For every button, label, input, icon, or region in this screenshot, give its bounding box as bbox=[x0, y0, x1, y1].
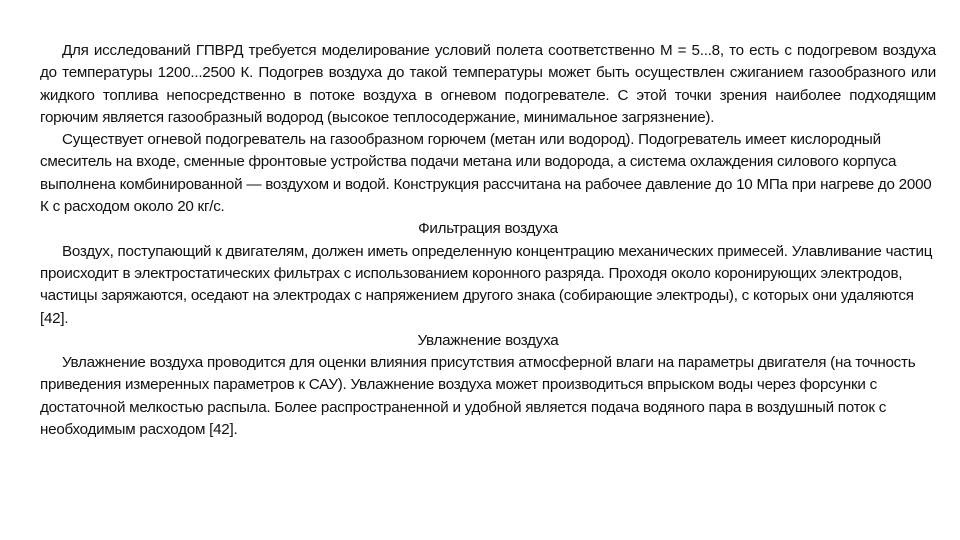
document-page bbox=[40, 40, 936, 441]
heading-air-filtration: Фильтрация воздуха bbox=[418, 220, 558, 238]
paragraph-air-humidification: Увлажнение воздуха проводится для оценки влияния присутствия атмосферной влаги на параметры двигателя (на точность приведения измеренных параметров к САУ). Увлажнение воздуха может производиться впрыском воды через форсунки с достаточной мелкостью распыла. Более распространенной и удобной является подача водяного пара в воздушный поток с необходимым расходом [42]. bbox=[40, 354, 916, 439]
paragraph-air-filtration: Воздух, поступающий к двигателям, должен иметь определенную концентрацию механических примесей. Улавливание частиц происходит в электростатических фильтрах с использованием коронного разряда. Проходя около коронирующих электродов, частицы заряжаются, оседают на электродах с напряжением другого знака (собирающие электроды), с которых они удаляются [42]. bbox=[40, 242, 933, 327]
heading-air-humidification: Увлажнение воздуха bbox=[417, 331, 559, 349]
paragraph-fire-heater: Существует огневой подогреватель на газообразном горючем (метан или водород). Подогреватель имеет кислородный смеситель на входе, сменные фронтовые устройства подачи метана или водорода, а система охлаждения силового корпуса выполнена комбинированной — воздухом и водой. Конструкция рассчитана на рабочее давление до 10 МПа при нагреве до 2000 К с расходом около 20 кг/с. bbox=[40, 131, 932, 216]
paragraph-scramjet-testing: Для исследований ГПВРД требуется моделирование условий полета соответственно М = 5...8, то есть с подогревом воздуха до температуры 1200...2500 К. Подогрев воздуха до такой температуры может быть осуществлен сжиганием газообразного или жидкого топлива непосредственно в потоке воздуха в огневом подогревателе. С этой точки зрения наиболее подходящим горючим является газообразный водород (высокое теплосодержание, минимальное загрязнение). bbox=[40, 42, 936, 126]
